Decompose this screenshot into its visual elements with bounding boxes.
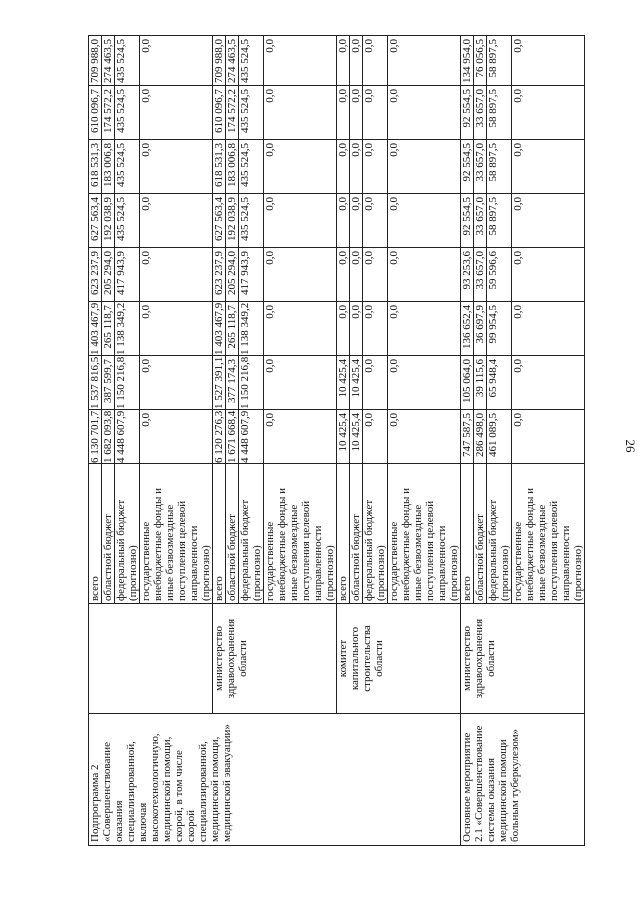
amount-cell: 0,0 bbox=[512, 194, 585, 248]
amount-cell: 0,0 bbox=[140, 36, 213, 86]
amount-cell: 747 587,5 bbox=[461, 410, 474, 464]
amount-cell: 192 038,9 bbox=[226, 194, 239, 248]
amount-cell: 435 524,5 bbox=[115, 194, 140, 248]
amount-cell: 174 572,2 bbox=[226, 86, 239, 140]
amount-cell: 0,0 bbox=[350, 86, 363, 140]
amount-cell: 0,0 bbox=[264, 410, 337, 464]
amount-cell: 265 118,7 bbox=[102, 302, 115, 356]
amount-cell: 1 150 216,8 bbox=[239, 356, 264, 410]
amount-cell: 205 294,0 bbox=[226, 248, 239, 302]
amount-cell: 136 652,4 bbox=[461, 302, 474, 356]
amount-cell: 1 138 349,2 bbox=[115, 302, 140, 356]
amount-cell: 58 897,5 bbox=[487, 194, 512, 248]
amount-cell: 6 120 276,3 bbox=[213, 410, 225, 463]
amount-cell: 435 524,5 bbox=[115, 86, 140, 140]
amount-cell: 0,0 bbox=[363, 302, 388, 356]
amount-cell: 0,0 bbox=[264, 140, 337, 194]
amount-cell: 59 596,6 bbox=[487, 248, 512, 302]
funding-source: федеральный бюджет (прогнозно) bbox=[363, 464, 388, 604]
amount-cell: 0,0 bbox=[388, 86, 461, 140]
amount-cell: 618 531,3 bbox=[213, 140, 226, 194]
amount-cell: 377 174,3 bbox=[226, 356, 239, 410]
amount-cell: 76 056,5 bbox=[474, 36, 487, 86]
funding-source: федеральный бюджет (прогнозно) bbox=[239, 464, 264, 604]
amount-cell: 417 943,9 bbox=[239, 248, 264, 302]
amount-cell: 0,0 bbox=[512, 302, 585, 356]
amount-cell: 435 524,5 bbox=[115, 36, 140, 86]
budget-table bbox=[88, 35, 585, 846]
amount-cell: 0,0 bbox=[350, 36, 363, 86]
amount-cell: 0,0 bbox=[350, 140, 363, 194]
executor-name: министерство здравоохранения области bbox=[213, 604, 337, 714]
amount-cell: 174 572,2 bbox=[102, 86, 115, 140]
amount-cell: 1 537 816,5 bbox=[89, 356, 101, 409]
executor-name: комитет капитального строительства области bbox=[337, 604, 461, 714]
amount-cell: 183 006,8 bbox=[226, 140, 239, 194]
funding-source: государственные внебюджетные фонды и иные безвозмездные поступления целевой направленности (прогнозно) bbox=[140, 464, 213, 604]
amount-cell: 0,0 bbox=[350, 248, 363, 302]
amount-cell: 0,0 bbox=[363, 410, 388, 464]
amount-cell: 0,0 bbox=[363, 194, 388, 248]
amount-cell: 192 038,9 bbox=[102, 194, 115, 248]
program-name: Основное мероприятие 2.1 «Совершенствование системы оказания медицинской помощи больным туберкулезом» bbox=[461, 714, 585, 846]
funding-source: всего bbox=[213, 464, 226, 604]
amount-cell: 4 448 607,9 bbox=[239, 410, 264, 464]
amount-cell: 387 599,7 bbox=[102, 356, 115, 410]
table-row bbox=[89, 36, 102, 846]
funding-source: всего bbox=[337, 464, 350, 604]
amount-cell: 0,0 bbox=[388, 356, 461, 410]
amount-cell: 0,0 bbox=[337, 140, 350, 194]
amount-cell: 627 563,4 bbox=[89, 194, 102, 248]
funding-source: всего bbox=[461, 464, 474, 604]
amount-cell: 0,0 bbox=[140, 194, 213, 248]
amount-cell: 92 554,5 bbox=[461, 86, 474, 140]
funding-source: государственные внебюджетные фонды и иные безвозмездные поступления целевой направленности (прогнозно) bbox=[512, 464, 585, 604]
amount-cell: 0,0 bbox=[140, 248, 213, 302]
amount-cell: 92 554,5 bbox=[461, 140, 474, 194]
amount-cell: 435 524,5 bbox=[115, 140, 140, 194]
amount-cell: 0,0 bbox=[140, 356, 213, 410]
amount-cell: 0,0 bbox=[388, 194, 461, 248]
amount-cell: 92 554,5 bbox=[461, 194, 474, 248]
amount-cell: 0,0 bbox=[388, 36, 461, 86]
amount-cell: 274 463,5 bbox=[102, 36, 115, 86]
amount-cell: 435 524,5 bbox=[239, 86, 264, 140]
amount-cell: 0,0 bbox=[337, 36, 350, 86]
amount-cell: 1 682 093,8 bbox=[102, 410, 114, 463]
amount-cell: 58 897,5 bbox=[487, 36, 512, 86]
amount-cell: 65 948,4 bbox=[487, 356, 512, 410]
amount-cell: 10 425,4 bbox=[350, 410, 363, 464]
amount-cell: 435 524,5 bbox=[239, 36, 264, 86]
amount-cell: 105 064,0 bbox=[461, 356, 474, 410]
program-name: Подпрограмма 2 «Совершенствование оказания специализированной, включая высокотехнологичную, медицинской помощи, скорой, в том числе скорой специализированной, медицинской помощи, медицинской эвакуации» bbox=[89, 714, 461, 846]
amount-cell: 0,0 bbox=[337, 194, 350, 248]
amount-cell: 0,0 bbox=[512, 410, 585, 464]
amount-cell: 623 237,9 bbox=[213, 248, 226, 302]
amount-cell: 0,0 bbox=[264, 86, 337, 140]
executor-name: министерство здравоохранения области bbox=[461, 604, 585, 714]
amount-cell: 39 115,6 bbox=[474, 356, 487, 410]
amount-cell: 10 425,4 bbox=[350, 356, 363, 410]
amount-cell: 0,0 bbox=[363, 140, 388, 194]
amount-cell: 435 524,5 bbox=[239, 140, 264, 194]
amount-cell: 610 096,7 bbox=[213, 86, 226, 140]
amount-cell: 36 697,9 bbox=[474, 302, 487, 356]
amount-cell: 0,0 bbox=[363, 248, 388, 302]
amount-cell: 0,0 bbox=[363, 356, 388, 410]
amount-cell: 1 671 668,4 bbox=[226, 410, 238, 463]
amount-cell: 1 138 349,2 bbox=[239, 302, 264, 356]
amount-cell: 618 531,3 bbox=[89, 140, 102, 194]
amount-cell: 93 253,6 bbox=[461, 248, 474, 302]
funding-source: государственные внебюджетные фонды и иные безвозмездные поступления целевой направленности (прогнозно) bbox=[264, 464, 337, 604]
amount-cell: 0,0 bbox=[388, 410, 461, 464]
amount-cell: 33 657,0 bbox=[474, 248, 487, 302]
funding-source: федеральный бюджет (прогнозно) bbox=[487, 464, 512, 604]
amount-cell: 10 425,4 bbox=[337, 410, 350, 464]
amount-cell: 1 403 467,9 bbox=[213, 302, 225, 355]
amount-cell: 0,0 bbox=[264, 36, 337, 86]
amount-cell: 0,0 bbox=[140, 410, 213, 464]
table-row bbox=[461, 36, 474, 846]
amount-cell: 58 897,5 bbox=[487, 86, 512, 140]
amount-cell: 10 425,4 bbox=[337, 356, 350, 410]
amount-cell: 0,0 bbox=[350, 194, 363, 248]
amount-cell: 0,0 bbox=[363, 86, 388, 140]
amount-cell: 0,0 bbox=[512, 356, 585, 410]
amount-cell: 33 657,0 bbox=[474, 140, 487, 194]
amount-cell: 0,0 bbox=[512, 248, 585, 302]
amount-cell: 0,0 bbox=[140, 302, 213, 356]
amount-cell: 435 524,5 bbox=[239, 194, 264, 248]
amount-cell: 0,0 bbox=[264, 302, 337, 356]
amount-cell: 33 657,0 bbox=[474, 194, 487, 248]
amount-cell: 417 943,9 bbox=[115, 248, 140, 302]
amount-cell: 627 563,4 bbox=[213, 194, 226, 248]
funding-source: всего bbox=[89, 464, 102, 604]
amount-cell: 0,0 bbox=[388, 302, 461, 356]
amount-cell: 0,0 bbox=[388, 140, 461, 194]
amount-cell: 623 237,9 bbox=[89, 248, 102, 302]
amount-cell: 0,0 bbox=[264, 194, 337, 248]
amount-cell: 0,0 bbox=[350, 302, 363, 356]
amount-cell: 99 954,5 bbox=[487, 302, 512, 356]
amount-cell: 0,0 bbox=[264, 248, 337, 302]
amount-cell: 286 498,0 bbox=[474, 410, 487, 464]
funding-source: областной бюджет bbox=[226, 464, 239, 604]
amount-cell: 0,0 bbox=[337, 248, 350, 302]
amount-cell: 0,0 bbox=[388, 248, 461, 302]
funding-source: областной бюджет bbox=[350, 464, 363, 604]
amount-cell: 0,0 bbox=[140, 140, 213, 194]
amount-cell: 0,0 bbox=[337, 86, 350, 140]
page-number: 26 bbox=[623, 439, 638, 453]
amount-cell: 1 403 467,9 bbox=[89, 302, 101, 355]
amount-cell: 0,0 bbox=[140, 86, 213, 140]
amount-cell: 0,0 bbox=[363, 36, 388, 86]
amount-cell: 58 897,5 bbox=[487, 140, 512, 194]
funding-source: федеральный бюджет (прогнозно) bbox=[115, 464, 140, 604]
amount-cell: 0,0 bbox=[512, 140, 585, 194]
amount-cell: 0,0 bbox=[512, 36, 585, 86]
amount-cell: 183 006,8 bbox=[102, 140, 115, 194]
amount-cell: 134 954,0 bbox=[461, 36, 474, 86]
amount-cell: 610 096,7 bbox=[89, 86, 102, 140]
amount-cell: 265 118,7 bbox=[226, 302, 239, 356]
amount-cell: 205 294,0 bbox=[102, 248, 115, 302]
funding-source: государственные внебюджетные фонды и иные безвозмездные поступления целевой направленности (прогнозно) bbox=[388, 464, 461, 604]
amount-cell: 1 527 391,1 bbox=[213, 356, 225, 409]
executor-name bbox=[89, 604, 213, 714]
funding-source: областной бюджет bbox=[474, 464, 487, 604]
amount-cell: 0,0 bbox=[337, 302, 350, 356]
rotated-table-container bbox=[88, 36, 584, 846]
amount-cell: 6 130 701,7 bbox=[89, 410, 101, 463]
amount-cell: 1 150 216,8 bbox=[115, 356, 140, 410]
amount-cell: 274 463,5 bbox=[226, 36, 239, 86]
amount-cell: 709 988,0 bbox=[89, 36, 102, 86]
amount-cell: 33 657,0 bbox=[474, 86, 487, 140]
amount-cell: 4 448 607,9 bbox=[115, 410, 140, 464]
funding-source: областной бюджет bbox=[102, 464, 115, 604]
amount-cell: 461 089,5 bbox=[487, 410, 512, 464]
amount-cell: 0,0 bbox=[512, 86, 585, 140]
amount-cell: 709 988,0 bbox=[213, 36, 226, 86]
amount-cell: 0,0 bbox=[264, 356, 337, 410]
